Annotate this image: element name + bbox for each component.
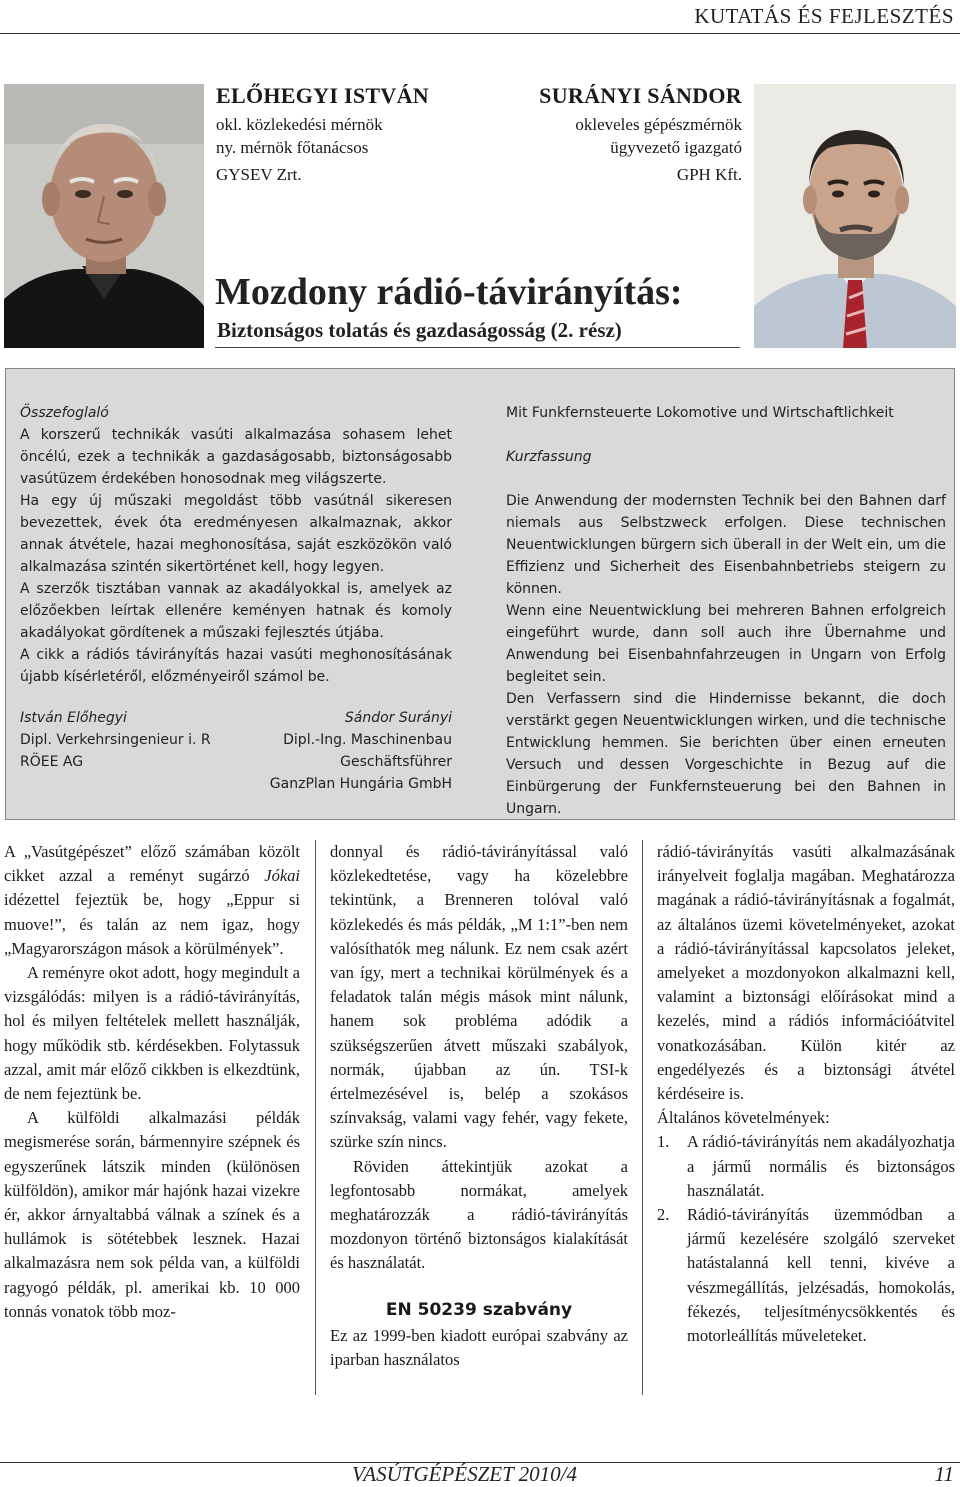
footer-page-number: 11 [934, 1462, 954, 1486]
signature-name: Sándor Surányi [344, 710, 452, 726]
section-title: KUTATÁS ÉS FEJLESZTÉS [694, 4, 954, 28]
abstract-de-heading: Kurzfassung [506, 449, 592, 465]
footer-journal: VASÚTGÉPÉSZET 2010/4 [352, 1462, 577, 1486]
body-paragraph: Ez az 1999-ben kiadott európai szabvány az iparban használatos [330, 1325, 628, 1370]
article-title: Mozdony rádió-távirányítás: [215, 271, 683, 313]
author-name: SURÁNYI SÁNDOR [539, 83, 742, 108]
abstract-box [5, 368, 955, 820]
body-paragraph: A reményre okot adott, hogy megindult a vizsgálódás: milyen is a rádió-távirányítás, hol és milyen feltételek mellett használják, hogy működik stb. kérdésekben. Folytassuk azzal, amit már előző cikkben is elkezdtünk, de nem fejeztünk be. [4, 963, 300, 1104]
signature-title: Dipl.-Ing. Maschinenbau [283, 732, 452, 748]
portrait-image [754, 84, 956, 348]
author-title-line: okl. közlekedési mérnök [216, 115, 383, 134]
body-paragraph: rádió-távirányítás vasúti alkalmazásának irányelveit foglalja magában. Meghatározza magának a rádió-távirányításnak a fogalmát, az általános üzemi követelményeket, azokat a rádió-távirányítással kapcsolatos jeleket, amelyeket a mozdonyokon alkalmazni kell, valamint a biztonsági előírásokat mind a kezelés, mind a rádiós információátvitel vonatkozásában. Külön kitér az engedélyezés és a biztonsági átvétel kérdéseire is. [657, 842, 955, 1104]
author-name: ELŐHEGYI ISTVÁN [216, 83, 429, 108]
abstract-paragraph: A szerzők tisztában vannak az akadályokkal is, amelyek az előzőekben leírtak ellenére keményen hatnak és komoly akadályokat gördítenek a műszaki fejlesztés útjába. [20, 581, 452, 641]
abstract-paragraph: Ha egy új műszaki megoldást több vasútnál sikeresen bevezettek, évek óta eredményesen alkalmaznak, akkor annak átvétele, hazai meghonosítása, saját eszközökön való alkalmazása szintén sikertörténet kell, hogy legyen. [20, 493, 452, 575]
author-title-line: ny. mérnök főtanácsos [216, 138, 369, 157]
author-block-suranyi [470, 84, 742, 186]
body-paragraph: Általános követelmények: [657, 1108, 830, 1128]
body-column-3 [657, 840, 955, 1348]
signature-title: Dipl. Verkehrsingenieur i. R [20, 732, 211, 748]
abstract-hungarian [20, 402, 452, 688]
list-text: A rádió-távirányítás nem akadályozhatja a jármű normális és biztonságos használatát. [687, 1132, 955, 1200]
italic-name: Jókai [264, 866, 300, 886]
list-number: 1. [657, 1132, 670, 1152]
column-divider [642, 840, 643, 1395]
list-item [657, 1130, 955, 1203]
body-paragraph: Röviden áttekintjük azokat a legfontosabb normákat, amelyek meghatározzák a rádió-távirányítás mozdonyon történő biztonságos kialakítását és használatát. [330, 1156, 628, 1273]
body-column-2 [330, 840, 628, 1372]
abstract-paragraph: Den Verfassern sind die Hindernisse bekannt, die doch verstärkt gegen Neuentwicklungen wirken, und die technische Entwicklung hemmen. Sie berichten über einen erneuten Versuch und dessen Vorgeschichte in Bezug auf die Einbürgerung der Funkfernsteuerung bei den Bahnen in Ungarn. [506, 691, 946, 817]
section-heading: EN 50239 szabvány [385, 1299, 573, 1320]
portrait-image [4, 84, 204, 348]
author-company: GYSEV Zrt. [216, 165, 302, 184]
signature-company: RÖEE AG [20, 754, 84, 770]
body-paragraph [4, 840, 300, 961]
abstract-paragraph: A cikk a rádiós távirányítás hazai vasúti meghonosításának újabb kísérletéről, előzményeiről számol be. [20, 647, 452, 685]
author-block-elohegyi [216, 84, 456, 186]
abstract-paragraph: Die Anwendung der modernsten Technik bei den Bahnen darf niemals aus Selbstzweck erfolgen. Diese technischen Neuentwicklungen bürgern sich überall in der Welt ein, um die Effizienz und Sicherheit des Eisenbahnbetriebs steigern zu können. [506, 493, 946, 597]
body-paragraph: donnyal és rádió-távirányítással való közlekedtetése, vagy ha közelebbre tekintünk, a Brenneren tolóval való közlekedés és más példák, „M 1:1”-ben nem valósíthatók meg nálunk. Ez nem csak azért van így, mert a technikai körülmények és a feladatok talán mégis mások mint nálunk, hanem sok probléma adódik a szükségszerűen átvett műszaki szabályok, normák, újabban az ún. TSI-k értelmezésével is, belép a szokásos színvakság, valami vagy fehér, vagy fekete, szürke szín nincs. [330, 842, 628, 1152]
signature-title: Geschäftsführer [340, 754, 452, 770]
abstract-de-title: Mit Funkfernsteuerte Lokomotive und Wirtschaftlichkeit [506, 405, 894, 421]
abstract-paragraph: A korszerű technikák vasúti alkalmazása sohasem lehet öncélú, ezek a technikák a gazdaságosabb, biztonságosabb vasútüzem érdekében honosodnak meg világszerte. [20, 427, 452, 487]
list-item [657, 1203, 955, 1348]
signature-name: István Előhegyi [20, 710, 127, 726]
author-company: GPH Kft. [676, 165, 742, 184]
text-span: A „Vasútgépészet” előző számában közölt cikket azzal a reményt sugárzó [4, 842, 300, 886]
author-title-line: okleveles gépészmérnök [575, 115, 742, 134]
abstract-signatures [20, 707, 452, 795]
body-column-1 [4, 840, 300, 1324]
abstract-german [506, 402, 946, 820]
abstract-paragraph: Wenn eine Neuentwicklung bei mehreren Bahnen erfolgreich eingeführt wurde, dann soll auch ihre Übernahme und Anwendung bei Eisenbahnfahrzeugen in Ungarn von Erfolg begleitet sein. [506, 603, 946, 685]
text-span: idézettel fejeztük be, hogy „Eppur si muove!”, és talán az nem igaz, hogy „Magyarországon mások a körülmények”. [4, 890, 300, 958]
header-rule [0, 33, 960, 34]
list-text: Rádió-távirányítás üzemmódban a jármű kezelésére szolgáló szerveket hatástalanná kell tenni, kivéve a vészmegállítás, jelzésadás, homokolás, fékezés, teljesítménycsökkentés és motorleállítás műveleteket. [687, 1205, 955, 1346]
column-divider [315, 840, 316, 1395]
list-number: 2. [657, 1205, 670, 1225]
author-photo-suranyi [754, 84, 956, 348]
signature-company: GanzPlan Hungária GmbH [269, 776, 452, 792]
author-title-line: ügyvezető igazgató [610, 138, 742, 157]
abstract-heading: Összefoglaló [20, 405, 109, 421]
author-photo-elohegyi [4, 84, 204, 348]
body-paragraph: A külföldi alkalmazási példák megismerése során, bármennyire szépnek és egyszerűnek látszik minden (különösen külföldön), amikor már hajónk hazai vizekre ér, akkor árnyaltabbá válnak a színek és a hullámok is sötétebbek lesznek. Hazai alkalmazásra nem sok példa van, a külföldi ragyogó példák, pl. amerikai kb. 10 000 tonnás vonatok több moz- [4, 1108, 300, 1321]
title-rule [215, 347, 740, 348]
article-subtitle: Biztonságos tolatás és gazdaságosság (2. rész) [217, 318, 622, 342]
